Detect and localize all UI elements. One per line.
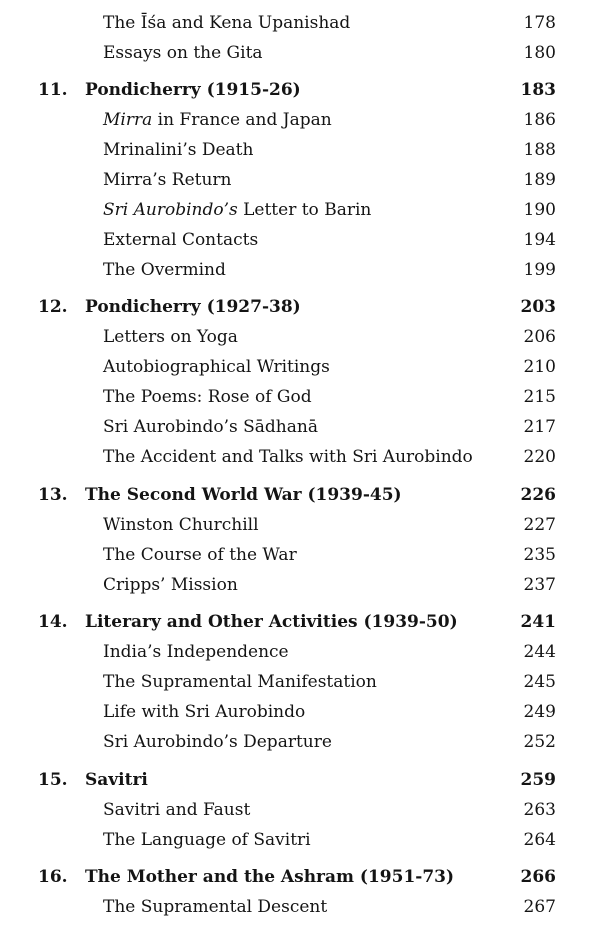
toc-section-row [0, 135, 600, 165]
page-number: 186 [523, 110, 556, 130]
chapter-title: The Mother and the Ashram (1951-73) [85, 867, 455, 887]
chapter-number: 16. [38, 867, 68, 887]
toc-section-row [0, 892, 600, 922]
chapter-title: Literary and Other Activities (1939-50) [85, 612, 458, 632]
page-number: 206 [523, 327, 556, 347]
toc-section-row [0, 540, 600, 570]
chapter-title: The Second World War (1939-45) [85, 485, 402, 505]
page-number: 226 [520, 485, 556, 505]
page-number: 210 [523, 357, 556, 377]
page-number: 259 [520, 770, 556, 790]
chapter-number: 14. [38, 612, 68, 632]
chapter-title: Pondicherry (1927-38) [85, 297, 301, 317]
section-title-italic: Sri Aurobindo’s [103, 200, 238, 220]
toc-section-row [0, 255, 600, 285]
toc-chapter-row [0, 607, 600, 637]
toc-section-row [0, 225, 600, 255]
page-number: 245 [523, 672, 556, 692]
toc-section-row [0, 322, 600, 352]
section-title [103, 105, 332, 135]
toc-section-row [0, 825, 600, 855]
section-title: Mirra’s Return [103, 170, 232, 190]
section-title: External Contacts [103, 230, 259, 250]
section-title: Savitri and Faust [103, 800, 251, 820]
page-number: 199 [523, 260, 556, 280]
page-number: 267 [523, 897, 556, 917]
toc-section-row [0, 165, 600, 195]
section-title: The Overmind [103, 260, 226, 280]
section-title: The Supramental Descent [103, 897, 328, 917]
page-number: 203 [520, 297, 556, 317]
page-number: 237 [523, 575, 556, 595]
toc-section-row [0, 795, 600, 825]
toc-chapter-row [0, 765, 600, 795]
page-number: 217 [523, 417, 556, 437]
section-title: The Poems: Rose of God [103, 387, 312, 407]
page-number: 178 [523, 13, 556, 33]
chapter-number: 13. [38, 485, 68, 505]
page-number: 190 [523, 200, 556, 220]
toc-section-row [0, 105, 600, 135]
section-title: The Language of Savitri [103, 830, 311, 850]
section-title: Letters on Yoga [103, 327, 238, 347]
page-number: 263 [523, 800, 556, 820]
page-number: 249 [523, 702, 556, 722]
page-number: 194 [523, 230, 556, 250]
section-title: Autobiographical Writings [103, 357, 330, 377]
chapter-number: 15. [38, 770, 68, 790]
toc-section-row [0, 38, 600, 68]
section-title: Essays on the Gita [103, 43, 263, 63]
toc-section-row [0, 697, 600, 727]
section-title-rest: Letter to Barin [237, 200, 372, 220]
section-title: Sri Aurobindo’s Sādhanā [103, 417, 318, 437]
page-number: 215 [523, 387, 556, 407]
page-number: 188 [523, 140, 556, 160]
page-number: 227 [523, 515, 556, 535]
toc-chapter-row [0, 480, 600, 510]
page-number: 252 [523, 732, 556, 752]
section-title: Life with Sri Aurobindo [103, 702, 306, 722]
page-number: 244 [523, 642, 556, 662]
section-title: Cripps’ Mission [103, 575, 238, 595]
page-number: 180 [523, 43, 556, 63]
toc-section-row [0, 637, 600, 667]
toc-section-row [0, 382, 600, 412]
page-number: 189 [523, 170, 556, 190]
section-title: Winston Churchill [103, 515, 259, 535]
section-title-rest: in France and Japan [152, 110, 332, 130]
page-number: 241 [520, 612, 556, 632]
toc-section-row [0, 727, 600, 757]
toc-section-row [0, 8, 600, 38]
toc-section-row [0, 195, 600, 225]
section-title: Mrinalini’s Death [103, 140, 254, 160]
toc-section-row [0, 667, 600, 697]
chapter-number: 12. [38, 297, 68, 317]
section-title: India’s Independence [103, 642, 289, 662]
section-title [103, 195, 371, 225]
section-title: The Supramental Manifestation [103, 672, 377, 692]
toc-section-row [0, 442, 600, 472]
section-title: The Accident and Talks with Sri Aurobindo [103, 447, 473, 467]
toc-section-row [0, 352, 600, 382]
toc-section-row [0, 510, 600, 540]
toc-section-row [0, 570, 600, 600]
page-number: 235 [523, 545, 556, 565]
toc-chapter-row [0, 75, 600, 105]
section-title: Sri Aurobindo’s Departure [103, 732, 332, 752]
page-number: 183 [520, 80, 556, 100]
section-title: The Course of the War [103, 545, 297, 565]
chapter-number: 11. [38, 80, 68, 100]
page-number: 220 [523, 447, 556, 467]
page-number: 266 [520, 867, 556, 887]
toc-chapter-row [0, 862, 600, 892]
chapter-title: Pondicherry (1915-26) [85, 80, 301, 100]
page-number: 264 [523, 830, 556, 850]
section-title-italic: Mirra [103, 110, 153, 130]
section-title: The Īśa and Kena Upanishad [103, 13, 351, 33]
toc-chapter-row [0, 292, 600, 322]
chapter-title: Savitri [85, 770, 148, 790]
toc-section-row [0, 412, 600, 442]
